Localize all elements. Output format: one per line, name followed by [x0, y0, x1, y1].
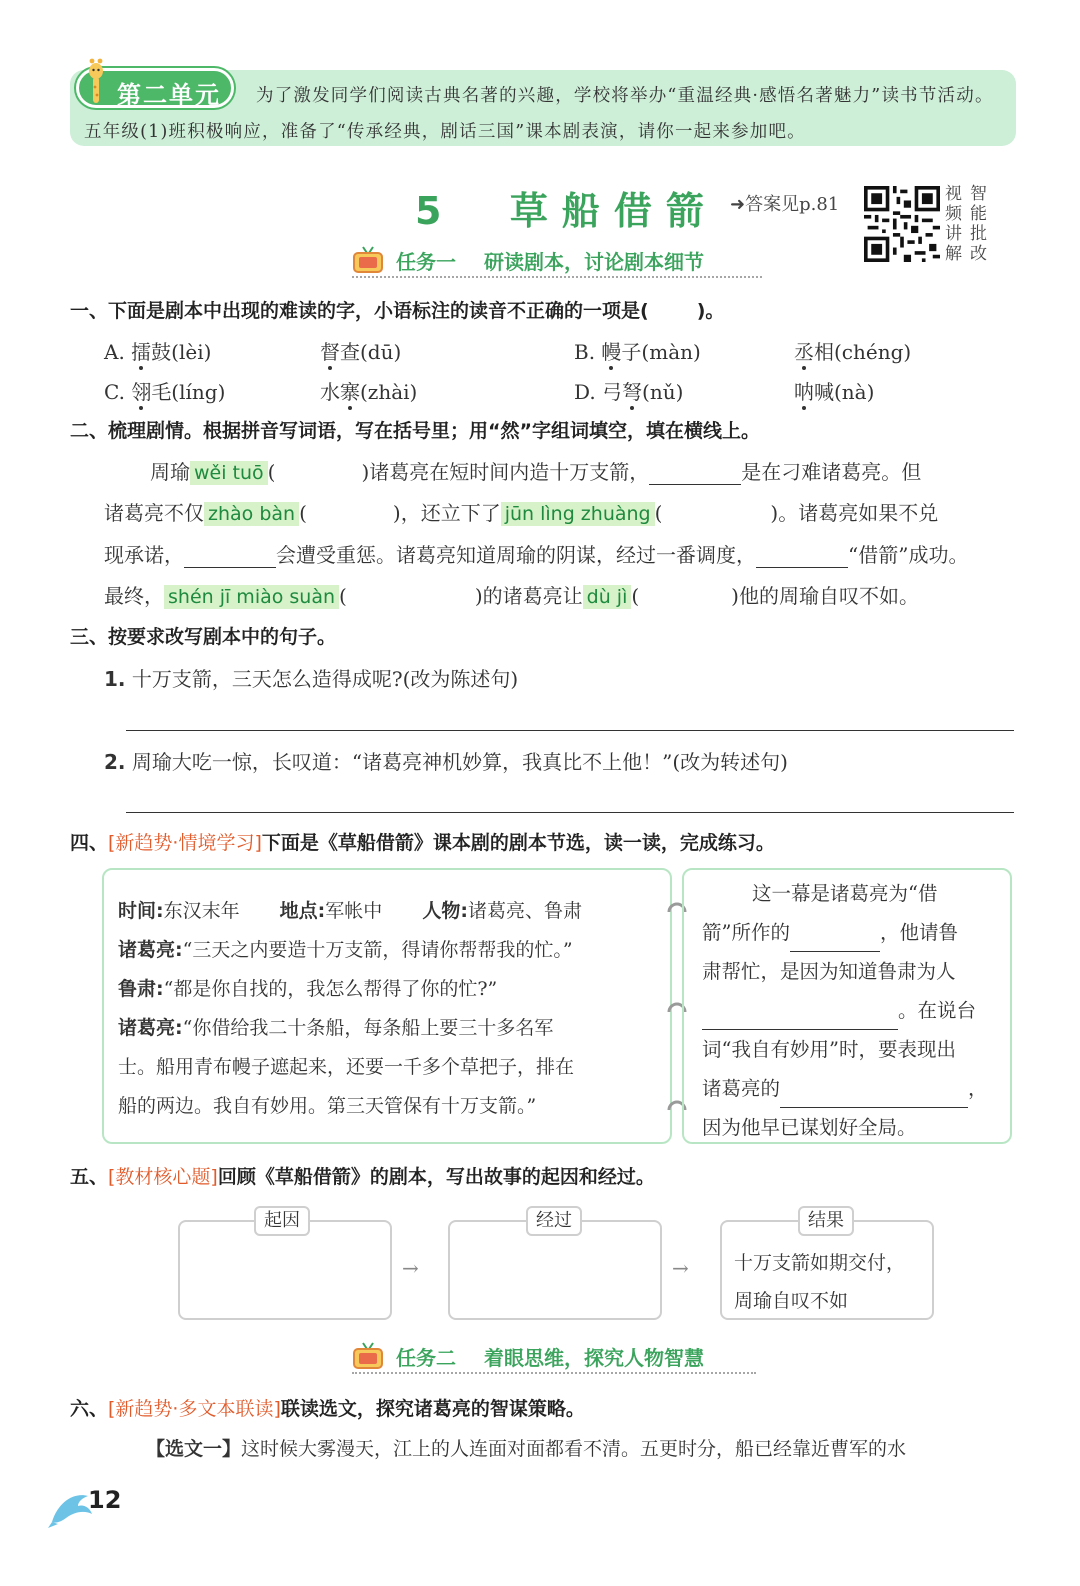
arrow-right-icon: →	[402, 1256, 419, 1280]
q2-line-1: 周瑜 wěi tuō ( )诸葛亮在短时间内造十万支箭， 是在刁难诸葛亮。但	[150, 460, 922, 484]
note-text: 这一幕是诸葛亮为“借 箭”所作的 ，他请鲁 肃帮忙，是因为知道鲁肃为人 。在说台 词“我自有妙用”时，要表现出 诸葛亮的 ， 因为他早已谋划好全局。	[702, 882, 988, 1139]
script-setting: 时间:东汉末年 地点:军帐中 人物:诸葛亮、鲁肃	[118, 900, 582, 922]
cause-label: 起因	[254, 1206, 310, 1236]
script-excerpt: 时间:东汉末年 地点:军帐中 人物:诸葛亮、鲁肃 诸葛亮:“三天之内要造十万支箭，得请你帮帮我的忙。” 鲁肃:“都是你自找的，我怎么帮得了你的忙?” 诸葛亮:“你借给我二十条船，每条船上要三十多名军 士。船用青布幔子遮起来，还要一千多个草把子，排在 船的两边。我自有妙用。第三天管保有十万支箭。”	[118, 892, 658, 1126]
script-line-zhuge-1: 诸葛亮:“三天之内要造十万支箭，得请你帮帮我的忙。”	[118, 939, 573, 961]
q2-blank-2[interactable]	[184, 546, 276, 568]
lesson-name: 草船借箭	[509, 189, 718, 233]
lesson-title	[415, 180, 718, 235]
tv-icon	[352, 245, 384, 275]
q1-option-d[interactable]: D. 弓弩(nǔ)	[574, 380, 684, 404]
q4-blank-3[interactable]	[780, 1086, 968, 1108]
process-label: 经过	[526, 1206, 582, 1236]
script-line-lusu: 鲁肃:“都是你自找的，我怎么帮得了你的忙?”	[118, 978, 498, 1000]
question-3-heading: 三、按要求改写剧本中的句子。	[70, 626, 337, 648]
q1-option-b-word2: 丞相(chéng)	[794, 340, 912, 364]
question-4-heading: 四、[新趋势·情境学习]下面是《草船借箭》课本剧的剧本节选，读一读，完成练习。	[70, 832, 775, 854]
question-2-heading: 二、梳理剧情。根据拼音写词语，写在括号里；用“然”字组词填空，填在横线上。	[70, 420, 760, 442]
q4-blank-1[interactable]	[790, 930, 880, 952]
q3-answer-line-1[interactable]	[126, 730, 1014, 731]
page-number: 12	[88, 1486, 122, 1514]
arrow-right-icon: →	[672, 1256, 689, 1280]
lesson-number: 5	[415, 189, 456, 233]
q1-option-c[interactable]: C. 翎毛(líng)	[104, 380, 226, 404]
q1-option-a-word2: 督查(dū)	[320, 340, 402, 364]
q3-sentence-1: 1. 十万支箭，三天怎么造得成呢?(改为陈述句)	[104, 667, 519, 691]
result-text: 十万支箭如期交付， 周瑜自叹不如	[734, 1252, 906, 1312]
answer-reference[interactable]: ➜答案见p.81	[730, 194, 840, 215]
qr-caption: 视 智 频 能 讲 批 解 改	[945, 184, 987, 264]
task-heading-2: 任务二 着眼思维，探究人物智慧	[352, 1340, 756, 1374]
tv-icon	[352, 1341, 384, 1371]
script-line-zhuge-2: 诸葛亮:“你借给我二十条船，每条船上要三十多名军	[118, 1017, 554, 1039]
question-5-heading: 五、[教材核心题]回顾《草船借箭》的剧本，写出故事的起因和经过。	[70, 1166, 655, 1188]
q1-option-c-word2: 水寨(zhài)	[320, 380, 418, 404]
question-1-heading: 一、下面是剧本中出现的难读的字，小语标注的读音不正确的一项是( )。	[70, 300, 725, 322]
q1-option-b[interactable]: B. 幔子(màn)	[574, 340, 701, 364]
result-label: 结果	[798, 1206, 854, 1236]
q2-blank-1[interactable]	[649, 463, 741, 485]
q2-blank-3[interactable]	[756, 546, 848, 568]
unit-title: 第二单元	[117, 81, 221, 109]
q1-option-a[interactable]: A. 擂鼓(lèi)	[104, 340, 212, 364]
q4-blank-2[interactable]	[702, 1008, 898, 1030]
q2-line-2: 诸葛亮不仅 zhào bàn ( )，还立下了 jūn lìng zhuàng ( )。诸葛亮如果不兑	[104, 501, 939, 525]
banner-intro-text: 为了激发同学们阅读古典名著的兴趣，学校将举办“重温经典·感悟名著魅力”读书节活动。五年级(1)班积极响应，准备了“传承经典，剧话三国”课本剧表演，请你一起来参加吧。	[84, 86, 994, 142]
q3-sentence-2: 2. 周瑜大吃一惊，长叹道：“诸葛亮神机妙算，我真比不上他！”(改为转述句)	[104, 750, 788, 774]
q3-answer-line-2[interactable]	[126, 812, 1014, 813]
q1-option-d-word2: 呐喊(nà)	[794, 380, 875, 404]
q2-line-4: 最终， shén jī miào suàn ( )的诸葛亮让 dù jì ( )他的周瑜自叹不如。	[104, 584, 919, 608]
qr-code-icon[interactable]	[864, 186, 940, 262]
question-6-heading: 六、[新趋势·多文本联读]联读选文，探究诸葛亮的智谋策略。	[70, 1398, 585, 1420]
task-heading-1: 任务一 研读剧本，讨论剧本细节	[352, 244, 762, 278]
q2-line-3: 现承诺， 会遭受重惩。诸葛亮知道周瑜的阴谋，经过一番调度， “借箭”成功。	[104, 543, 969, 567]
selection-1-text: 【选文一】这时候大雾漫天，江上的人连面对面都看不清。五更时分，船已经靠近曹军的水	[146, 1438, 907, 1460]
